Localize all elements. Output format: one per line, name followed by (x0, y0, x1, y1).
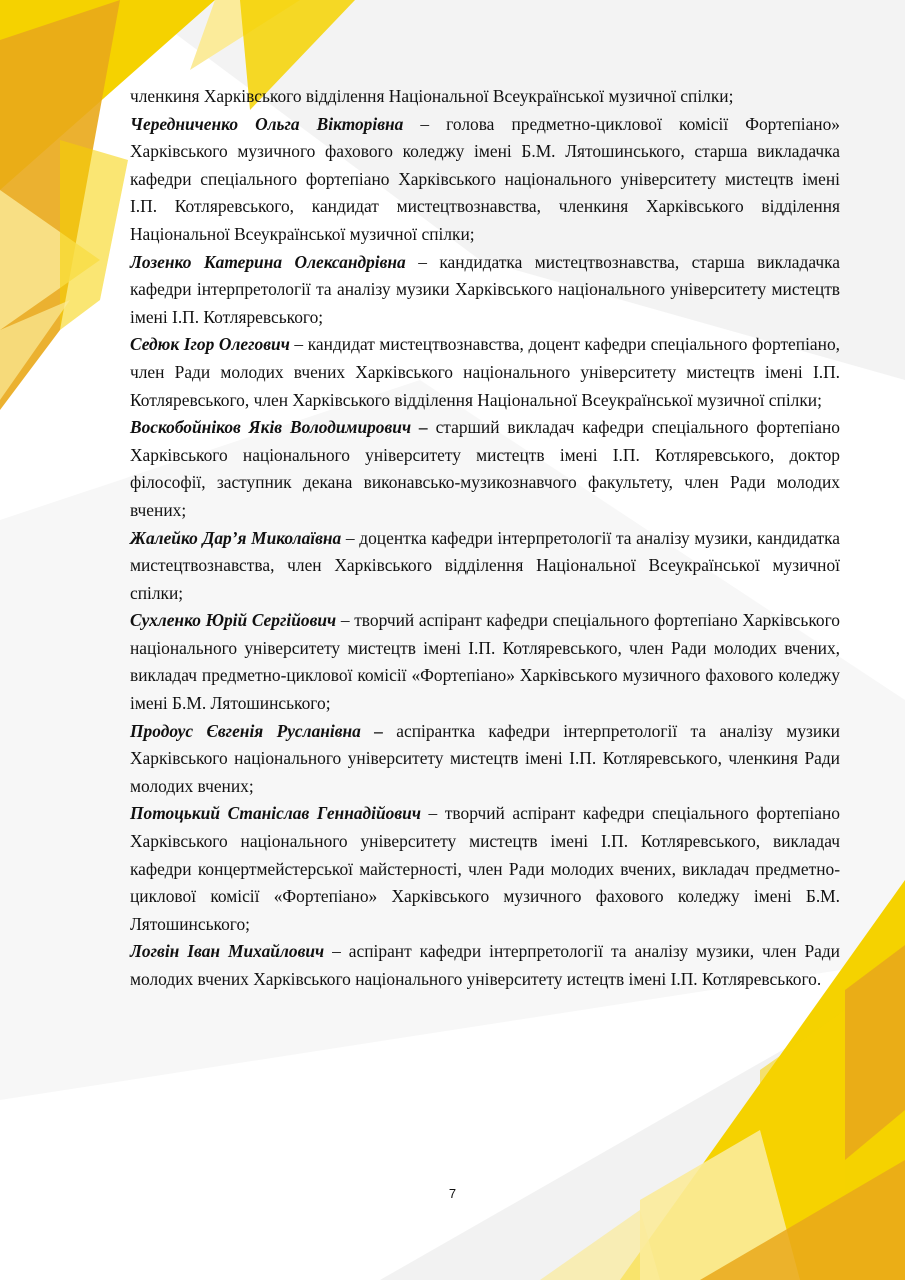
member-entry (130, 331, 840, 414)
member-description: – творчий аспірант кафедри спеціального фортепіано Харківського національного університету мистецтв імені І.П. Котляревського, член Ради молодих вчених, викладач предметно-циклової комісії «Фортепіано» Харківського музичного фахового коледжу імені Б.М. Лятошинського; (130, 610, 840, 714)
member-entry (130, 525, 840, 608)
member-description: – кандидатка мистецтвознавства, старша викладачка кафедри інтерпретології та аналізу музики Харківського національного університету мистецтв імені І.П. Котляревського; (130, 251, 840, 327)
member-description: аспірантка кафедри інтерпретології та аналізу музики Харківського національного університету мистецтв імені І.П. Котляревського, членкиня Ради молодих вчених; (130, 720, 840, 796)
member-entry (130, 718, 840, 801)
member-description: – аспірант кафедри інтерпретології та аналізу музики, член Ради молодих вчених Харківського національного університету истецтв імені І.П. Котляревського. (130, 941, 840, 989)
member-name: Седюк Ігор Олегович (130, 334, 290, 355)
member-description: – доцентка кафедри інтерпретології та аналізу музики, кандидатка мистецтвознавства, член Харківського відділення Національної Всеукраїнської музичної спілки; (130, 527, 840, 603)
member-entry (130, 800, 840, 938)
member-entry (130, 111, 840, 249)
page-number: 7 (448, 1186, 457, 1201)
member-entry (130, 249, 840, 332)
member-name: Продоус Євгенія Русланівна – (130, 720, 383, 741)
intro-paragraph: членкиня Харківського відділення Національної Всеукраїнської музичної спілки; (130, 86, 734, 106)
member-entry (130, 938, 840, 993)
member-name: Воскобойніков Яків Володимирович – (130, 417, 428, 438)
member-name: Потоцький Станіслав Геннадійович (130, 803, 421, 824)
member-description: старший викладач кафедри спеціального фортепіано Харківського національного університету мистецтв імені І.П. Котляревського, доктор філософії, заступник декана виконавсько-музикознавчого факультету, член Ради молодих вчених; (130, 417, 840, 520)
document-body (130, 83, 840, 994)
member-name: Логвін Іван Михайлович (130, 941, 325, 962)
member-name: Чередниченко Ольга Вікторівна (130, 113, 404, 134)
member-entry (130, 414, 840, 524)
member-entry (130, 607, 840, 717)
member-description: – творчий аспірант кафедри спеціального фортепіано Харківського національного університету мистецтв імені І.П. Котляревського, викладач кафедри концертмейстерської майстерності, член Ради молодих вчених, викладач предметно-циклової комісії «Фортепіано» Харківського музичного фахового коледжу імені Б.М. Лятошинського; (130, 803, 840, 934)
yellow-shard (60, 140, 128, 330)
member-description: – голова предметно-циклової комісії Фортепіано» Харківського музичного фахового коледжу імені Б.М. Лятошинського, старша викладачка кафедри спеціального фортепіано Харківського національного університету мистецтв імені І.П. Котляревського, кандидат мистецтвознавства, членкиня Харківського відділення Національної Всеукраїнської музичної спілки; (130, 113, 841, 244)
member-name: Лозенко Катерина Олександрівна (130, 251, 406, 272)
member-description: – кандидат мистецтвознавства, доцент кафедри спеціального фортепіано, член Ради молодих вчених Харківського національного університету мистецтв імені І.П. Котляревського, член Харківського відділення Національної Всеукраїнської музичної спілки; (130, 334, 840, 410)
member-name: Сухленко Юрій Сергійович (130, 610, 337, 631)
member-name: Жалейко Дар’я Миколаївна (130, 527, 342, 548)
